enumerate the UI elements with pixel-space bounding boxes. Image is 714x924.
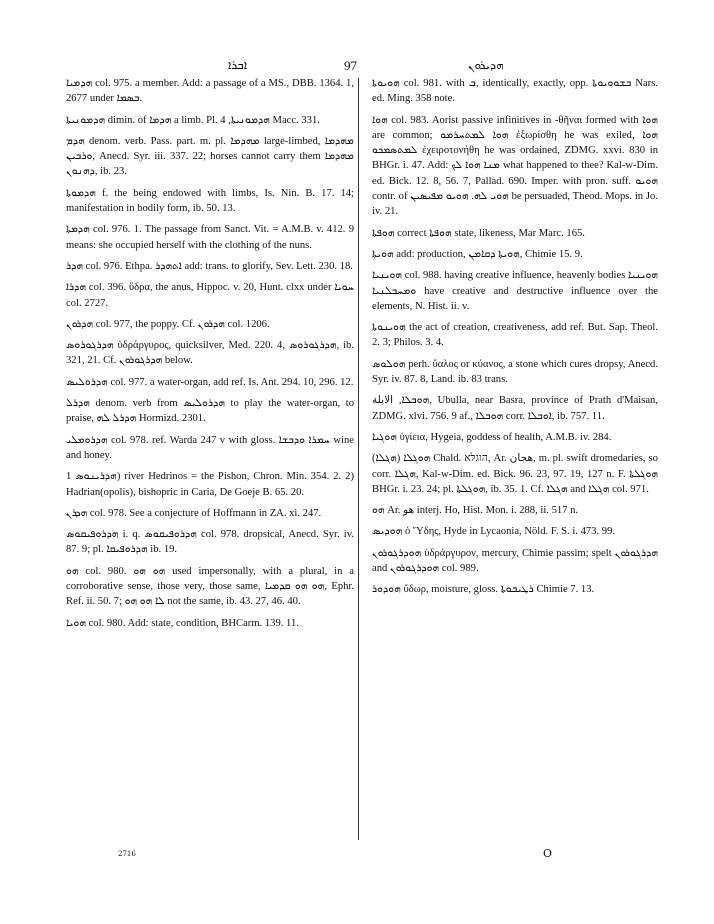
page-number: 97 [344,58,357,73]
entry: ܗܕܪܐ col. 396. ὕδρα, the anus, Hippoc. v. 20, Hunt. clxx under ܚܘܝܐ col. 2727. [66,282,354,309]
entry: ܗܘܝܢܝܐ col. 988. having creative influence, heavenly bodies ܗܘܝܢܝܐ ܘܡܚܒܠܢܝܐ have creative and destructive influence over the elements, N. Hist. ii. v. [372,270,658,312]
signature-mark: O [543,847,553,860]
entry: ܗܕܪܘܢ col. 977, the poppy. Cf. ܗܕܪܘܢ col. 1206. [66,318,270,330]
entry: ܗܘܕܝܣ ὁ Ὕδης, Hyde in Lycaonia, Nöld. F. S. i. 473. 99. [372,526,616,538]
entry: ܗܕܡܝܐ col. 975. a member. Add: a passage of a MS., DBB. 1364. 1, 2677 under ܒܣܡܐ. [66,78,354,105]
entry: ܗܘܒܠܐ, الابلة, Ubulla, near Basra, province of Prath d'Maisan, ZDMG. xlvi. 756. 9 af., ܗܘܒܠܐ corr. ܐܘܒܠܐ, ib. 757. 11. [372,395,658,422]
entry: ܗܕܡܬܐ col. 976. 1. The passage from Sanct. Vit. = A.M.B. v. 412. 9 means: she occupied herself with the clothing of the nuns. [66,224,354,251]
entry: ܗܕܡ denom. verb. Pass. part. m. pl. ܡܗܕܡܐ large-limbed, ܡܗܕܡܐ ܘܪܒܝܢ, Anecd. Syr. iii. 337. 22; horses cannot carry them ܡܗܕܡܐ ܕܗܢܘܢ, ib. 23. [66,135,354,178]
entry: ܗܕܪܢ col. 978. See a conjecture of Hoffmann in ZA. xi. 247. [66,507,322,519]
left-column [66,76,354,637]
entry: ܗܘܕܘܪ ὕδωρ, moisture, gloss. ܪܛܝܒܘܬܐ Chimie 7. 13. [372,584,595,596]
running-head-left: ܐܒܪܐ [228,58,248,72]
right-column [372,76,658,604]
entry: ܗܘܝܬܐ add: production, ܗܘܝܬܐ ܕܩܐܡܢ, Chimie 15. 9. [372,248,583,260]
entry: ܗܘ Ar. هو interj. Ho, Hist. Mon. i. 288, ii. 517 n. [372,505,579,517]
entry: ܗܘ col. 980. ܗܘ ܗܘ used impersonally, with a plural, in a corroborative sense, those very, those same, ܗܘ ܗܘ ܩܕܡܝܐ, Ephr. Ref. ii. 50. 7; ܠܐ ܗܘ ܗܘ not the same, ib. 43. 27, 46. 40. [66,565,355,608]
entry: ܗܘܝܐ col. 980. Add: state, condition, BHCarm. 139. 11. [66,617,299,629]
entry: ܗܕܪܘܠܝܣ col. 977. a water-organ, add ref. Is. Ant. 294. 10, 296. 12. [66,376,354,388]
entry: ܗܕܪܓܘܪܘܣ ὑδράργυρος, quicksilver, Med. 220. 4, ܗܕܪܓܘܪܘܣ, ib. 321, 21. Cf. ܗܕܪܓܘܪܘܢ below. [66,340,355,367]
entry: ܗܕܪ col. 976. Ethpa. ܐܬܗܕܪ add: trans. to glorify, Sev. Lett. 230. 18. [66,260,353,272]
entry: ܗܕܪܘܡܠܝ col. 978. ref. Warda 247 v with gloss. ܚܡܪܐ ܘܕܒܫܐ wine and honey. [66,434,354,461]
running-head-right: ܗܕܝܪܘܢ [468,58,504,72]
entry: ܗܕܡܘܢܝܬܐ dimin. of ܗܕܡܐ a limb. Pl. ܗܕܡܘܢܝܬܐ, 4 Macc. 331. [66,114,320,126]
printer-mark: 2716 [118,850,136,858]
entry: ܗܕܡܘܬܐ f. the being endowed with limbs, Is. Nin. B. 17. 14; manifestation in bodily form, ib. 50. 13. [66,187,354,215]
entry: ܗܕܪܝܢܘܣ 1) river Hedrinos = the Pishon, Chron. Min. 354. 2. 2) Hadrian(opolis), bishopric in Caria, De Goeje B. 65. 20. [66,471,355,498]
column-divider [358,78,359,840]
entry: ܗܕܪܘܦܝܩܘܣ i. q. ܗܕܪܘܦܝܩܘܣ col. 978. dropsical, Anecd. Syr. iv. 87. 9; pl. ܗܕܪܘܦܝܩܐ ib. 19. [66,529,354,556]
entry: ܗܘܝܢܘܬܐ the act of creation, creativeness, add ref. But. Sap. Theol. 2. 3; Philos. 3. 4. [372,322,658,349]
entry: ܗܘܦܬܐ correct ܗܘܦܬܐ state, likeness, Mar Marc. 165. [372,227,585,239]
entry: ܗܘܕܪܓܘܪܘܢ ὑδράργυρον, mercury, Chimie passim; spelt ܗܕܪܓܘܪܘܢ and ܗܘܕܪܓܘܪܘܢ col. 989. [372,547,658,575]
entry: ܗܘܓܠܐ (ܗܓܠܐ) Chald. הוגלא, Ar. هجان, m. pl. swift dromedaries, so corr. ܗܓܠܐ, Kal-w-Dim. ed. Bick. 96. 23, 97. 19, 127 n. F. ܗܘܓܠܬܐ BHGr. i. 23. 24; pl. ܗܘܓܠܬܐ, ib. 35. 1. Cf. ܗܓܠܐ and ܗܓܠܐ col. 971. [372,453,658,495]
entry: ܗܕܪܠ denom. verb from ܗܕܪܘܠܝܣ to play the water-organ, to praise, ܗܕܪܠ ܠܗ Hormizd. 2301. [66,398,354,425]
entry: ܗܘܠܘܣ perh. ὕαλος or κύανος, a stone which cures dropsy, Anecd. Syr. iv. 87. 8, Land. ib. 83 trans. [372,358,658,386]
entry: ܗܘܝܘܬܐ col. 981. with ܒ, identically, exactly, opp. ܒܫܘܘܝܘܬܐ Nars. ed. Ming. 358 note. [372,78,658,105]
entry: ܗܘܐ col. 983. Aorist passive infinitives in -θῆναι formed with ܗܘܐ are common; ܗܘܐ ܠܡܬܚܪܡܘ ἐξωρίσθη he was exiled, ܗܘܐ ܠܡܬܣܡܟܘ ἐχειροτονήθη he was ordained, ZDMG. xxvi. 830 in BHGr. i. 47. Add: ܡܢܐ ܗܘܐ ܠܟ what happened to thee? Kal-w-Dim. ed. Bick. 12. 8, 56. 7, Pallad. 690. Imper. with pron. suff. ܗܘܝܘ contr. of ܗܘܝ ܠܗ. ܗܘܝܘ ܡܦܝܣܝܢ be persuaded, Theod. Mops. in Jo. iv. 21. [372,114,659,218]
entry: ܗܘܓܝܐ ὑγίεια, Hygeia, goddess of health, A.M.B. iv. 284. [372,431,612,443]
